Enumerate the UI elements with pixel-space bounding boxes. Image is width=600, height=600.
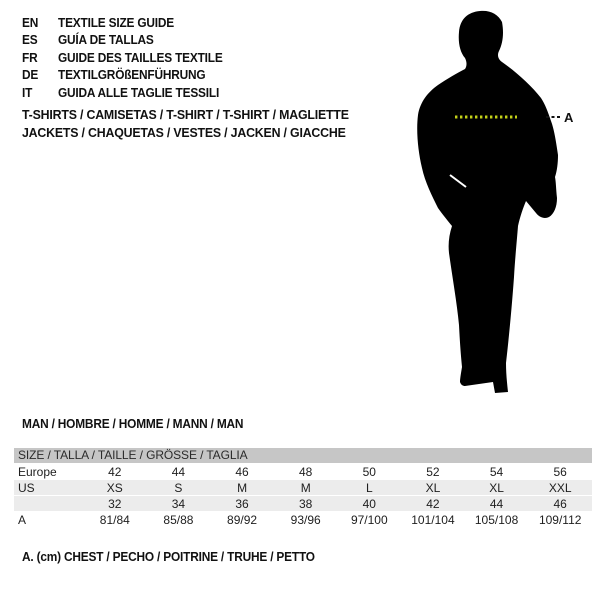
lang-code: FR: [22, 50, 38, 65]
cell: 109/112: [538, 513, 582, 527]
cell: 54: [489, 465, 504, 479]
cell: 85/88: [163, 513, 194, 527]
lang-label: GUÍA DE TALLAS: [58, 33, 154, 48]
lang-code: ES: [22, 33, 38, 48]
cell: 56: [553, 465, 567, 479]
cell: 89/92: [227, 513, 258, 527]
lang-row-fr: [22, 49, 231, 67]
row-label: Europe: [18, 465, 57, 479]
table-row-numeric: [14, 496, 592, 512]
cell: L: [365, 481, 373, 495]
lang-code: EN: [22, 15, 39, 30]
lang-label: GUIDE DES TAILLES TEXTILE: [58, 50, 223, 65]
lang-row-es: [22, 32, 231, 50]
cell: M: [237, 481, 248, 495]
cell: XS: [106, 481, 123, 495]
table-row-europe: [14, 464, 592, 480]
cell: 44: [489, 497, 504, 511]
cell: 42: [108, 465, 122, 479]
size-table-header: SIZE / TALLA / TAILLE / GRÖSSE / TAGLIA: [14, 448, 592, 463]
cell: 105/108: [474, 513, 519, 527]
section-title-man: MAN / HOMBRE / HOMME / MANN / MAN: [22, 417, 244, 431]
cell: 42: [426, 497, 440, 511]
cell: 46: [553, 497, 567, 511]
lang-row-de: [22, 67, 231, 85]
cell: 46: [235, 465, 249, 479]
cell: 81/84: [99, 513, 130, 527]
lang-row-en: [22, 14, 231, 32]
cell: 52: [426, 465, 440, 479]
cell: 32: [108, 497, 122, 511]
cell: 48: [299, 465, 313, 479]
lang-row-it: [22, 84, 231, 102]
man-silhouette-svg: [405, 5, 575, 397]
cell: 40: [362, 497, 376, 511]
lang-label: TEXTILGRÖßENFÜHRUNG: [58, 68, 206, 83]
cell: 36: [235, 497, 249, 511]
row-label: US: [18, 481, 35, 495]
category-line-tshirts: T-SHIRTS / CAMISETAS / T-SHIRT / T-SHIRT / MAGLIETTE: [22, 107, 349, 122]
cell: M: [300, 481, 311, 495]
cell: S: [174, 481, 183, 495]
cell: XXL: [548, 481, 572, 495]
lang-label: TEXTILE SIZE GUIDE: [58, 15, 175, 30]
cell: 50: [362, 465, 376, 479]
language-guide: [22, 14, 231, 102]
cell: 93/96: [290, 513, 321, 527]
measure-label-a: A: [564, 110, 574, 125]
size-table: [14, 448, 592, 528]
cell: 101/104: [411, 513, 455, 527]
man-figure: [405, 5, 575, 397]
cell: 38: [299, 497, 313, 511]
garment-categories: [22, 106, 366, 142]
cell: 97/100: [350, 513, 388, 527]
cell: 44: [171, 465, 186, 479]
measurement-footnote: A. (cm) CHEST / PECHO / POITRINE / TRUHE / PETTO: [22, 550, 315, 564]
lang-code: IT: [22, 85, 33, 100]
category-line-jackets: JACKETS / CHAQUETAS / VESTES / JACKEN / GIACCHE: [22, 125, 346, 140]
table-row-us: [14, 480, 592, 496]
row-label: A: [18, 513, 27, 527]
row-label: [14, 496, 83, 512]
cell: XL: [425, 481, 441, 495]
man-silhouette: [417, 11, 558, 393]
cell: 34: [171, 497, 186, 511]
table-row-a: [14, 512, 592, 528]
lang-label: GUIDA ALLE TAGLIE TESSILI: [58, 85, 220, 100]
lang-code: DE: [22, 68, 39, 83]
cell: XL: [489, 481, 504, 495]
